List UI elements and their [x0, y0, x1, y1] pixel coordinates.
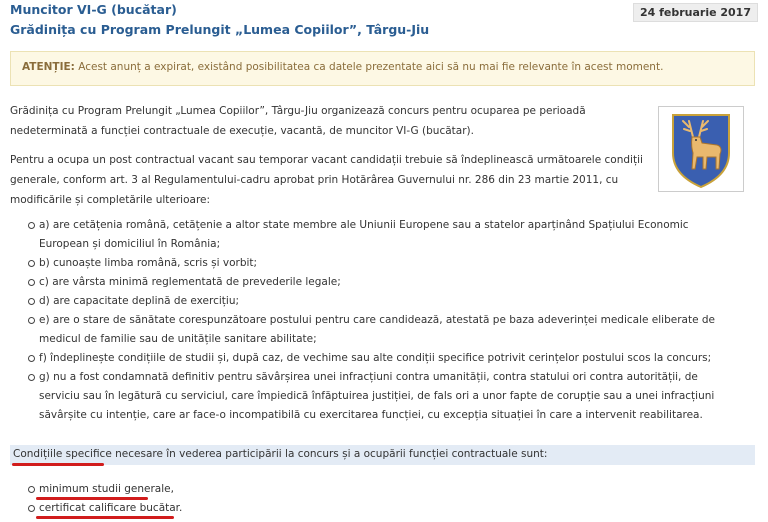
expired-alert: [10, 51, 755, 86]
alert-text: Acest anunț a expirat, existând posibilitatea ca datele prezentate aici să nu mai fie relevante în acest moment.: [74, 61, 664, 73]
alert-label: ATENȚIE:: [22, 61, 75, 73]
employer-name[interactable]: Grădinița cu Program Prelungit „Lumea Copiilor”, Târgu-Jiu: [10, 22, 430, 37]
specific-conditions-heading: Condițiile specifice necesare în vederea participării la concurs și a ocupării funcției contractuale sunt:: [13, 448, 548, 460]
list-item: b) cunoaște limba română, scris și vorbit;: [28, 254, 740, 273]
list-item: minimum studii generale,: [28, 480, 182, 499]
annotation-underline: [36, 497, 148, 500]
list-item: f) îndeplinește condițiile de studii și, după caz, de vechime sau alte condiții specifice potrivit cerințelor postului scos la concurs;: [28, 349, 740, 368]
coat-of-arms-icon: [658, 106, 744, 192]
list-item: certificat calificare bucătar.: [28, 499, 182, 518]
list-item: d) are capacitate deplină de exercițiu;: [28, 292, 740, 311]
list-item: e) are o stare de sănătate corespunzătoare postului pentru care candidează, atestată pe baza adeverinței medicale eliberate de medicul de familie sau de unitățile sanitare abilitate;: [28, 311, 740, 349]
general-conditions-intro: Pentru a ocupa un post contractual vacant sau temporar vacant candidații trebuie să îndeplinească următoarele condiții generale, conform art. 3 al Regulamentului-cadru aprobat prin Hotărârea Guvernului nr. 286 din 23 martie 2011, cu modificările și completările ulterioare:: [10, 154, 643, 206]
job-title[interactable]: Muncitor VI-G (bucătar): [10, 2, 177, 17]
intro-paragraph: Grădinița cu Program Prelungit „Lumea Copiilor”, Târgu-Jiu organizează concurs pentru ocuparea pe perioadă nedeterminată a funcției contractuale de execuție, vacantă, de muncitor VI-G (bucătar).: [10, 105, 586, 137]
list-item: g) nu a fost condamnată definitiv pentru săvârșirea unei infracțiuni contra umanității, contra statului ori contra autorității, de serviciu sau în legătură cu serviciul, care împiedică înfăptuirea justiției, de fals ori a unor fapte de corupție sau a unei infracțiuni săvârșite cu intenție, care ar face-o incompatibilă cu exercitarea funcției, cu excepția situației în care a intervenit reabilitarea.: [28, 368, 740, 425]
posting-date: 24 februarie 2017: [633, 3, 758, 22]
general-conditions-list: [28, 216, 740, 425]
annotation-underline: [36, 516, 174, 519]
annotation-underline: [12, 463, 104, 466]
list-item: a) are cetățenia română, cetățenie a altor state membre ale Uniunii Europene sau a statelor aparținând Spațiului Economic European și domiciliul în România;: [28, 216, 740, 254]
list-item: c) are vârsta minimă reglementată de prevederile legale;: [28, 273, 740, 292]
